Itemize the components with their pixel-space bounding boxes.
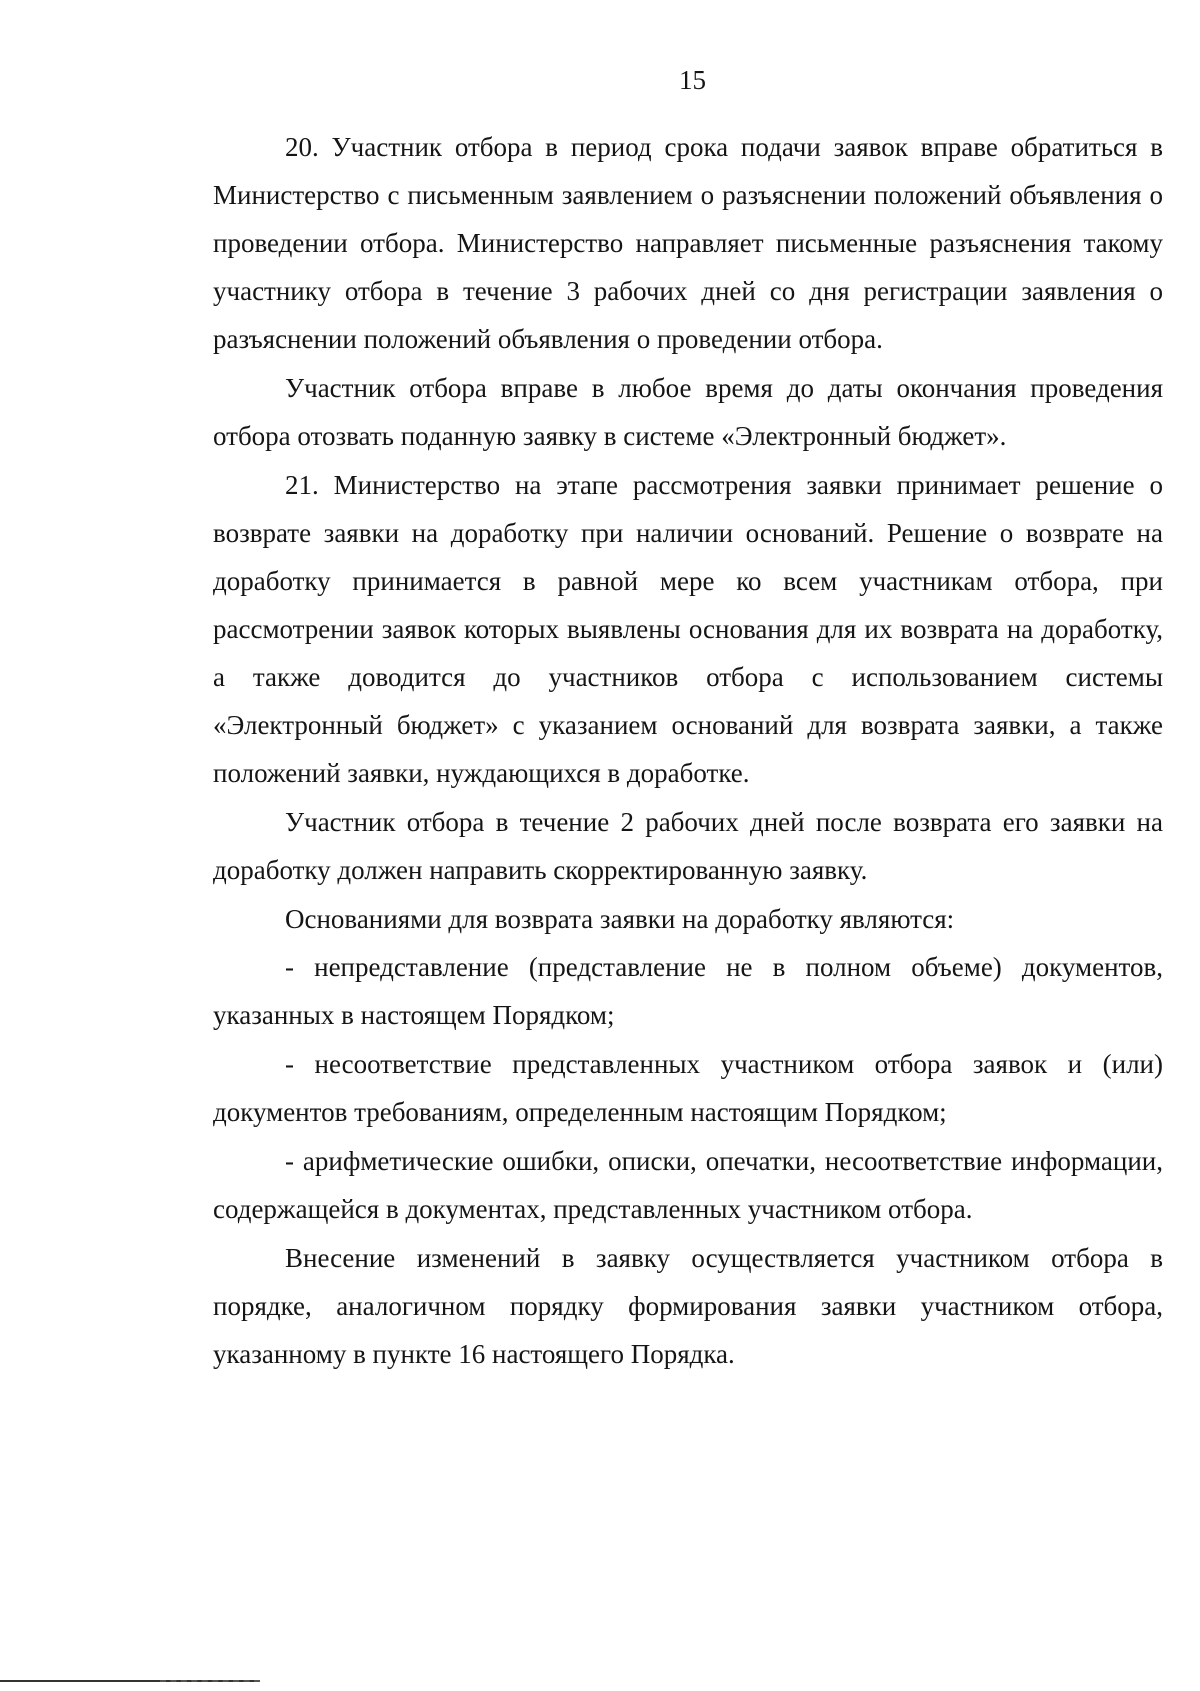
- list-item-ground-1: - непредставление (представление не в полном объеме) документов, указанных в настоящем Порядком;: [213, 952, 1163, 1030]
- bottom-scan-edge-dashes: [160, 1680, 260, 1682]
- list-item-ground-3: - арифметические ошибки, описки, опечатки, несоответствие информации, содержащейся в документах, представленных участником отбора.: [213, 1146, 1163, 1224]
- paragraph-grounds-intro: Основаниями для возврата заявки на доработку являются:: [285, 904, 955, 934]
- paragraph-withdraw-application: Участник отбора вправе в любое время до даты окончания проведения отбора отозвать поданную заявку в системе «Электронный бюджет».: [213, 373, 1163, 451]
- list-item-ground-2: - несоответствие представленных участником отбора заявок и (или) документов требованиям, определенным настоящим Порядком;: [213, 1049, 1163, 1127]
- document-body: [213, 123, 1163, 1379]
- paragraph-resubmission-deadline: Участник отбора в течение 2 рабочих дней после возврата его заявки на доработку должен направить скорректированную заявку.: [213, 807, 1163, 885]
- page-number: 15: [679, 65, 706, 95]
- paragraph-20: 20. Участник отбора в период срока подачи заявок вправе обратиться в Министерство с письменным заявлением о разъяснении положений объявления о проведении отбора. Министерство направляет письменные разъяснения такому участнику отбора в течение 3 рабочих дней со дня регистрации заявления о разъяснении положений объявления о проведении отбора.: [213, 132, 1163, 354]
- paragraph-amendments: Внесение изменений в заявку осуществляется участником отбора в порядке, аналогичном порядку формирования заявки участником отбора, указанному в пункте 16 настоящего Порядка.: [213, 1243, 1163, 1369]
- paragraph-21: 21. Министерство на этапе рассмотрения заявки принимает решение о возврате заявки на доработку при наличии оснований. Решение о возврате на доработку принимается в равной мере ко всем участникам отбора, при рассмотрении заявок которых выявлены основания для их возврата на доработку, а также доводится до участников отбора с использованием системы «Электронный бюджет» с указанием оснований для возврата заявки, а также положений заявки, нуждающихся в доработке.: [213, 470, 1163, 788]
